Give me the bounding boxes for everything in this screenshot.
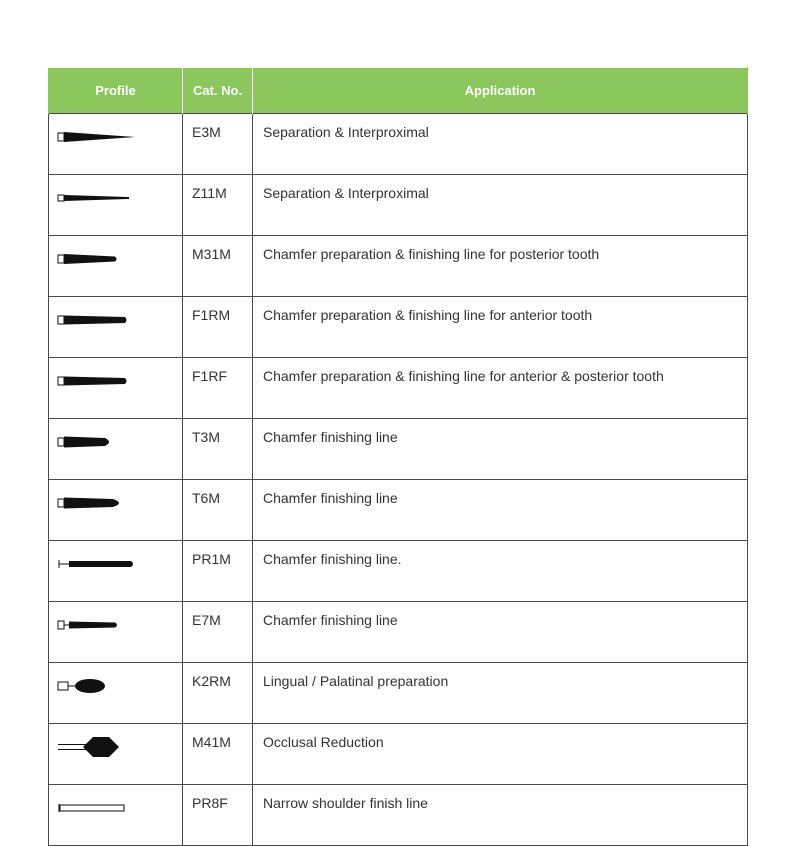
table-row: [49, 297, 748, 358]
cat-no-cell: K2RM: [183, 663, 253, 724]
table-row: [49, 541, 748, 602]
shoulder-cylinder-bur-icon: [57, 795, 137, 821]
table-row: [49, 602, 748, 663]
table-row: [49, 785, 748, 846]
torpedo-bur-icon: [57, 490, 137, 516]
cat-no-cell: E3M: [183, 114, 253, 175]
table-row: [49, 419, 748, 480]
application-cell: Chamfer finishing line: [253, 480, 748, 541]
table-row: [49, 114, 748, 175]
application-cell: Chamfer preparation & finishing line for anterior & posterior tooth: [253, 358, 748, 419]
table-row: [49, 663, 748, 724]
profile-cell: [49, 114, 183, 175]
cat-no-cell: T6M: [183, 480, 253, 541]
header-cat-no: Cat. No.: [183, 68, 253, 114]
tapered-fine-bur-icon: [57, 124, 137, 150]
long-chamfer-bur-icon: [57, 368, 137, 394]
table-row: [49, 480, 748, 541]
long-chamfer-bur-icon: [57, 307, 137, 333]
application-cell: Narrow shoulder finish line: [253, 785, 748, 846]
table-row: [49, 358, 748, 419]
cat-no-cell: M41M: [183, 724, 253, 785]
short-chamfer-bur-icon: [57, 246, 137, 272]
profile-cell: [49, 724, 183, 785]
table-row: [49, 724, 748, 785]
profile-cell: [49, 480, 183, 541]
profile-cell: [49, 663, 183, 724]
profile-cell: [49, 785, 183, 846]
torpedo-bur-icon: [57, 429, 137, 455]
application-cell: Separation & Interproximal: [253, 175, 748, 236]
profile-cell: [49, 602, 183, 663]
application-cell: Chamfer finishing line.: [253, 541, 748, 602]
profile-cell: [49, 236, 183, 297]
application-cell: Lingual / Palatinal preparation: [253, 663, 748, 724]
profile-cell: [49, 541, 183, 602]
table-row: [49, 236, 748, 297]
application-cell: Occlusal Reduction: [253, 724, 748, 785]
cat-no-cell: Z11M: [183, 175, 253, 236]
thin-needle-bur-icon: [57, 185, 137, 211]
header-profile: Profile: [49, 68, 183, 114]
application-cell: Chamfer finishing line: [253, 419, 748, 480]
long-cylinder-bur-icon: [57, 551, 137, 577]
football-bur-icon: [57, 734, 137, 760]
profile-cell: [49, 419, 183, 480]
application-cell: Chamfer finishing line: [253, 602, 748, 663]
profile-cell: [49, 297, 183, 358]
application-cell: Chamfer preparation & finishing line for posterior tooth: [253, 236, 748, 297]
header-application: Application: [253, 68, 748, 114]
table-row: [49, 175, 748, 236]
egg-bur-icon: [57, 673, 137, 699]
cat-no-cell: PR8F: [183, 785, 253, 846]
cat-no-cell: E7M: [183, 602, 253, 663]
cat-no-cell: F1RF: [183, 358, 253, 419]
cat-no-cell: PR1M: [183, 541, 253, 602]
application-cell: Separation & Interproximal: [253, 114, 748, 175]
cat-no-cell: M31M: [183, 236, 253, 297]
cat-no-cell: F1RM: [183, 297, 253, 358]
application-cell: Chamfer preparation & finishing line for anterior tooth: [253, 297, 748, 358]
profile-cell: [49, 175, 183, 236]
cat-no-cell: T3M: [183, 419, 253, 480]
table-header-row: [49, 68, 748, 114]
bur-catalog-table: [48, 67, 748, 846]
short-chamfer-bur-icon: [57, 612, 137, 638]
profile-cell: [49, 358, 183, 419]
